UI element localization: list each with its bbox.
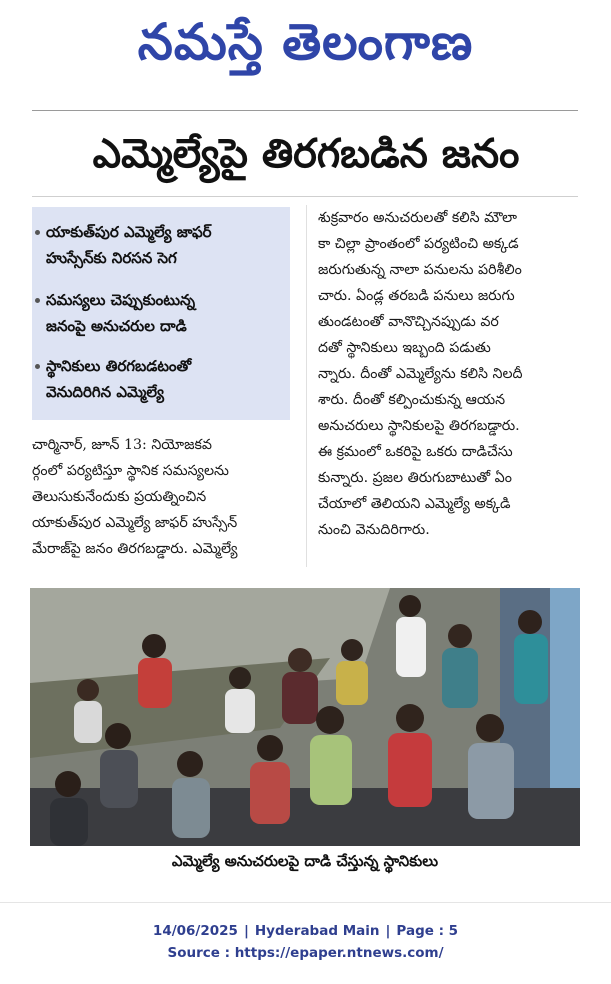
masthead-divider [32, 110, 578, 111]
highlights-box [32, 207, 290, 420]
article-body-right [318, 205, 581, 543]
article-headline: ఎమ్మెల్యేపై తిరగబడిన జనం [92, 131, 520, 177]
highlight-item [46, 353, 284, 405]
body-text-line: ఈ క్రమంలో ఒకరిపై ఒకరు దాడిచేసు [318, 444, 513, 460]
body-text-line: శుక్రవారం అనుచరులతో కలిసి మౌలా [318, 210, 517, 226]
bullet-icon [35, 364, 40, 369]
body-text-line: కా చిల్లా ప్రాంతంలో పర్యటించి అక్కడ [318, 236, 519, 252]
photo-caption: ఎమ్మెల్యే అనుచరులపై దాడి చేస్తున్న స్థానికులు [171, 852, 439, 870]
body-text-line: చార్మినార్, జూన్ 13: నియోజకవ [32, 437, 212, 453]
bullet-icon [35, 230, 40, 235]
bullet-icon [35, 298, 40, 303]
highlight-line: యాకుత్‌పుర ఎమ్మెల్యే జాఫర్ [46, 223, 212, 241]
body-text-line: శారు. దీంతో కల్పించుకున్న ఆయన [318, 392, 506, 408]
body-text-line: నుంచి వెనుదిరిగారు. [318, 522, 430, 538]
footer-date: 14/06/2025 [152, 923, 238, 939]
body-text-line: యాకుత్‌పుర ఎమ్మెల్యే జాఫర్ హుస్సేన్ [32, 515, 238, 531]
body-text-line: ర్గంలో పర్యటిస్తూ స్థానిక సమస్యలను [32, 463, 229, 479]
footer-page: Page : 5 [396, 923, 459, 939]
footer-separator: | [385, 923, 391, 939]
body-text-line: దతో స్థానికులు ఇబ్బంది పడుతు [318, 340, 491, 356]
highlight-line: హుస్సేన్‌కు నిరసన సెగ [46, 249, 177, 267]
footer-divider [0, 902, 611, 903]
body-text-line: కున్నారు. ప్రజల తిరుగుబాటుతో ఏం [318, 470, 512, 486]
highlight-line: సమస్యలు చెప్పుకుంటున్న [46, 291, 196, 309]
footer-meta-line [0, 920, 611, 942]
body-text-line: మేరాజ్‌పై జనం తిరగబడ్డారు. ఎమ్మెల్యే [32, 541, 238, 557]
highlight-line: జనంపై అనుచరుల దాడి [46, 317, 187, 335]
body-text-line: తుండటంతో వానొచ్చినప్పుడు వర [318, 314, 499, 330]
column-divider [306, 205, 307, 567]
body-text-line: తెలుసుకునేందుకు ప్రయత్నించిన [32, 489, 207, 505]
footer-source: Source : https://epaper.ntnews.com/ [167, 945, 444, 961]
masthead [0, 0, 611, 92]
footer-separator: | [243, 923, 249, 939]
body-text-line: న్నారు. దీంతో ఎమ్మెల్యేను కలిసి నిలదీ [318, 366, 523, 382]
headline-divider [32, 196, 578, 197]
article-body-left [32, 432, 294, 562]
newspaper-logo: నమస్తే తెలంగాణ [137, 12, 474, 71]
highlight-item [46, 287, 284, 339]
body-text-line: చారు. ఏండ్ల తరబడి పనులు జరుగు [318, 288, 515, 304]
body-text-line: చేయాలో తెలియని ఎమ్మెల్యే అక్కడి [318, 496, 511, 512]
crowd-photo-illustration [30, 588, 580, 846]
body-text-line: జరుగుతున్న నాలా పనులను పరిశీలిం [318, 262, 522, 278]
footer-edition: Hyderabad Main [254, 923, 380, 939]
news-photo [30, 588, 580, 846]
highlight-item [46, 219, 284, 271]
page-footer [0, 920, 611, 964]
highlight-line: వెనుదిరిగిన ఎమ్మెల్యే [46, 383, 164, 401]
body-text-line: అనుచరులు స్థానికులపై తిరగబడ్డారు. [318, 418, 520, 434]
highlight-line: స్థానికులు తిరగబడటంతో [46, 357, 192, 375]
